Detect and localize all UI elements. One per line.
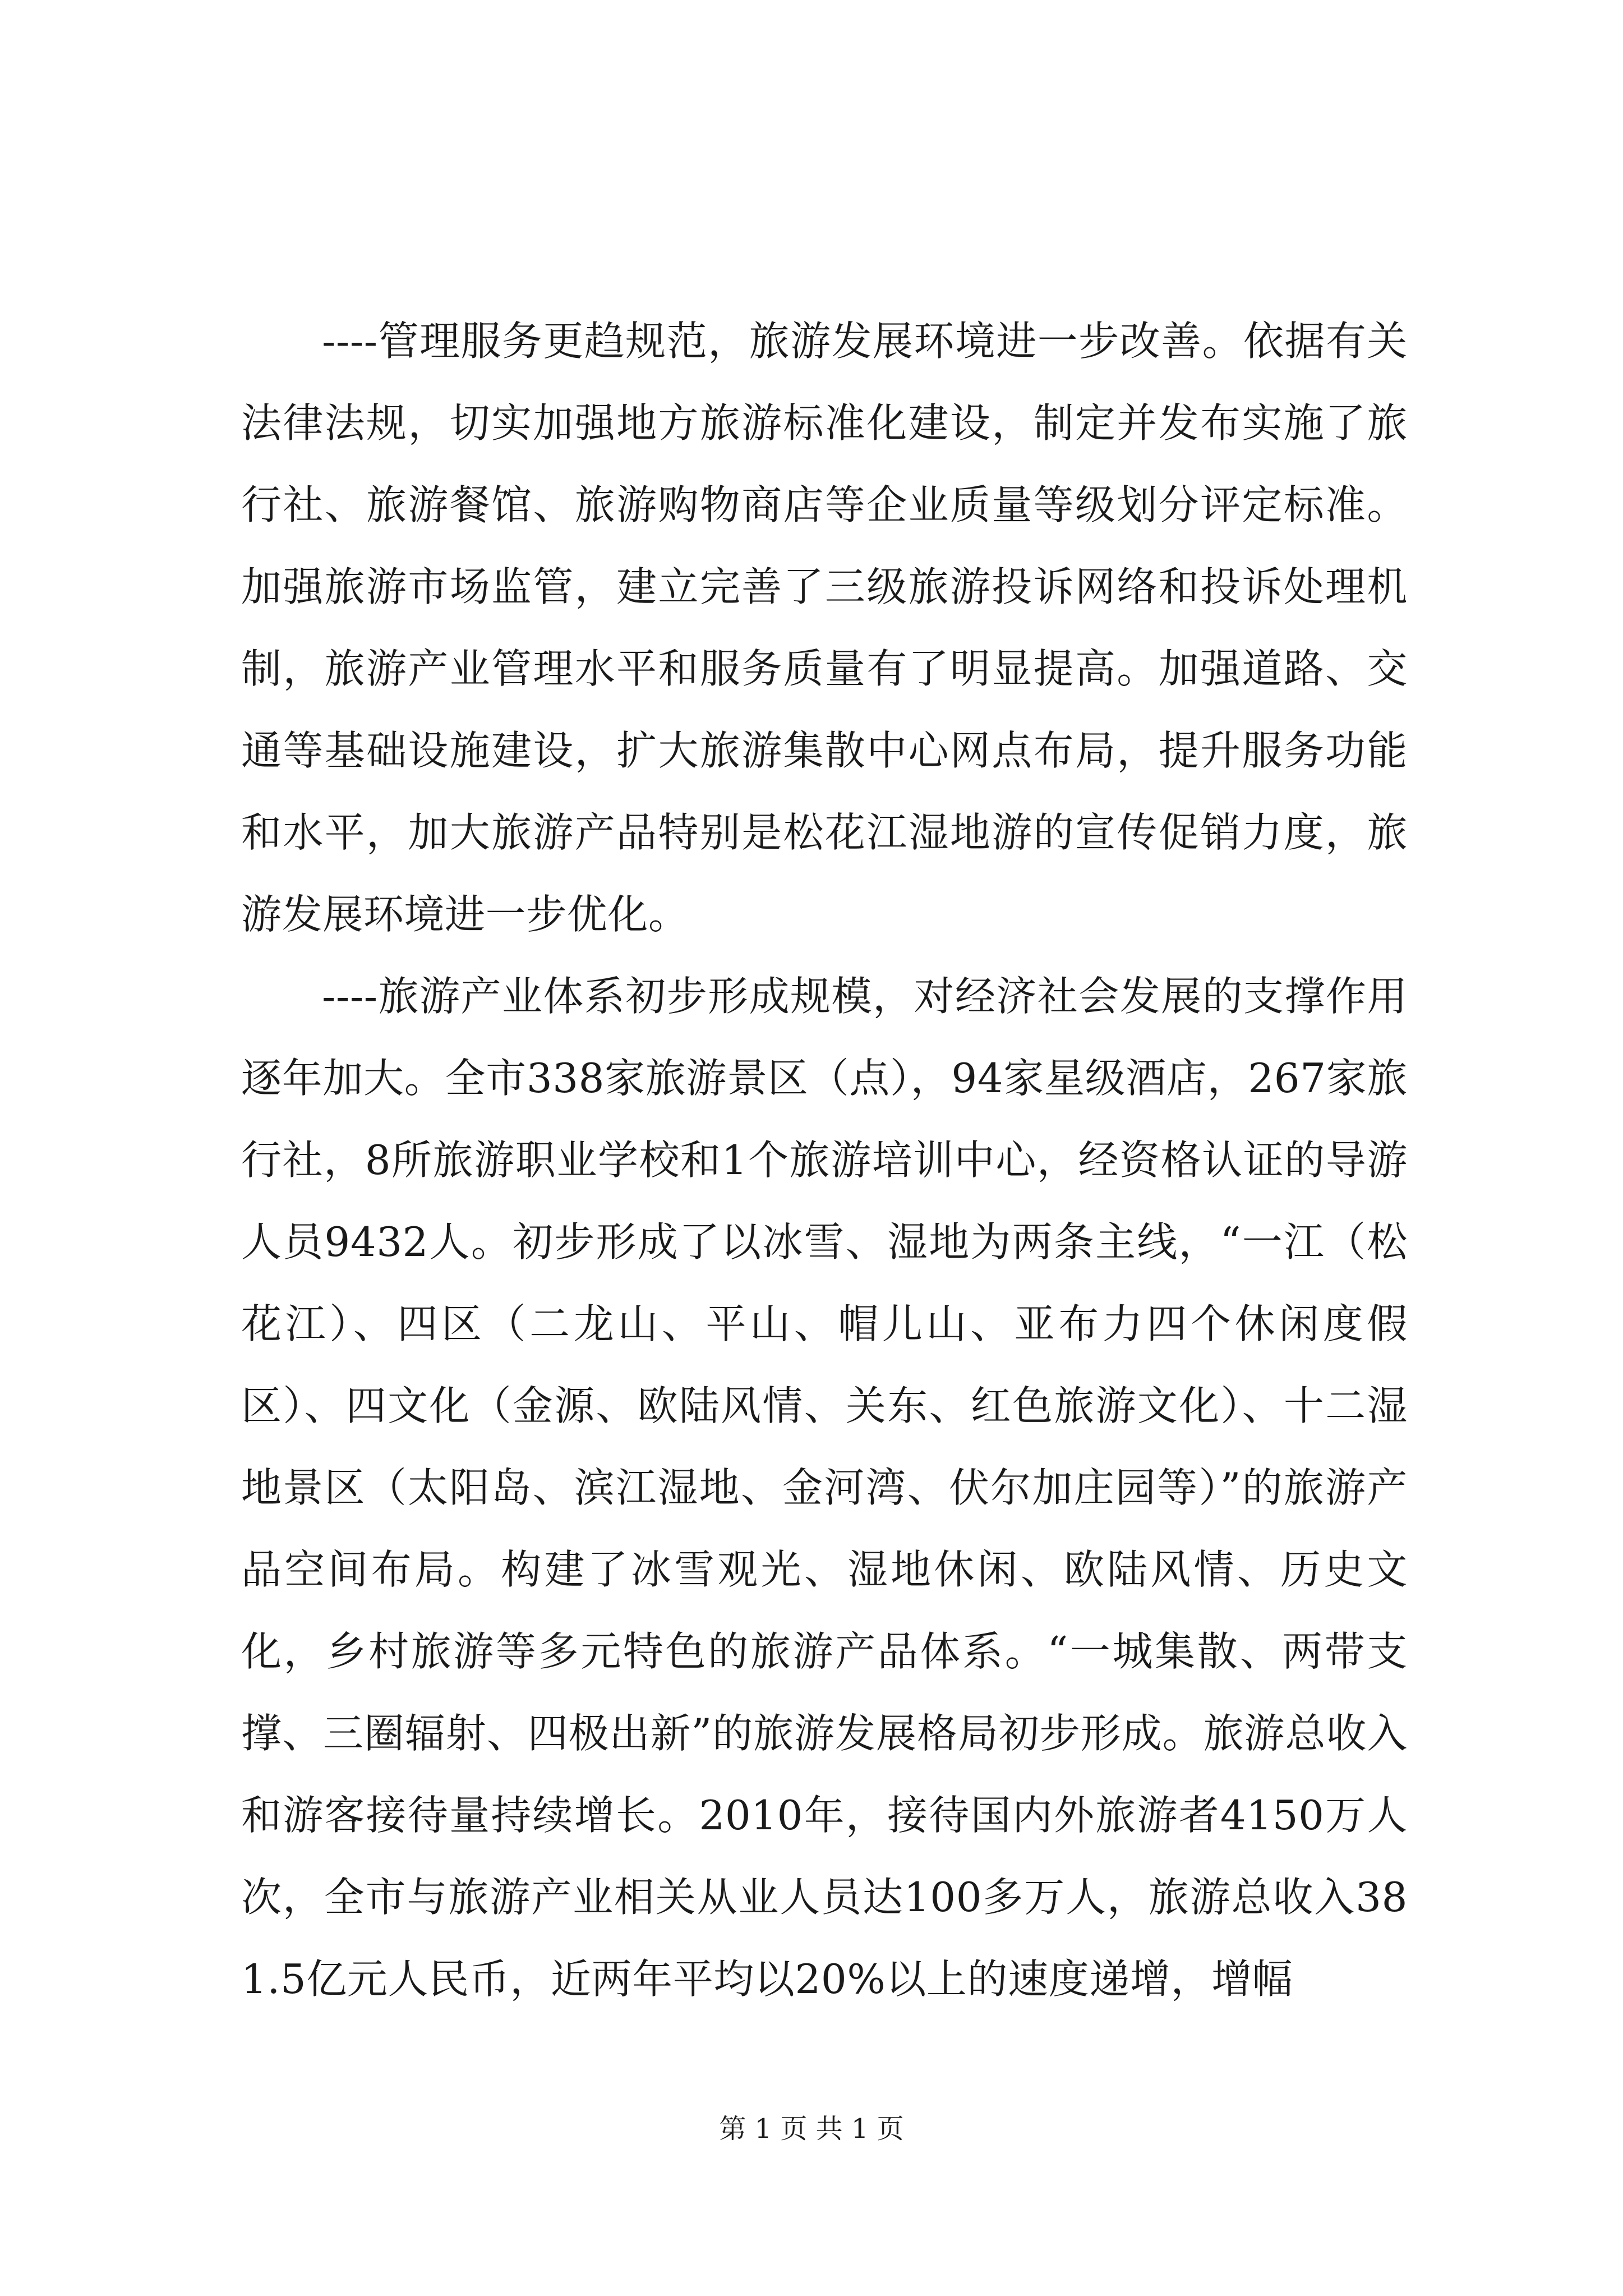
paragraph-tourism-industry-system: ----旅游产业体系初步形成规模，对经济社会发展的支撑作用逐年加大。全市338家旅游景区（点），94家星级酒店，267家旅行社，8所旅游职业学校和1个旅游培训中心，经资格认证的导游人员9432人。初步形成了以冰雪、湿地为两条主线，“一江（松花江）、四区（二龙山、平山、帽儿山、亚布力四个休闲度假区）、四文化（金源、欧陆风情、关东、红色旅游文化）、十二湿地景区（太阳岛、滨江湿地、金河湾、伏尔加庄园等）”的旅游产品空间布局。构建了冰雪观光、湿地休闲、欧陆风情、历史文化，乡村旅游等多元特色的旅游产品体系。“一城集散、两带支撑、三圈辐射、四极出新”的旅游发展格局初步形成。旅游总收入和游客接待量持续增长。2010年，接待国内外旅游者4150万人次，全市与旅游产业相关从业人员达100多万人，旅游总收入381.5亿元人民币，近两年平均以20%以上的速度递增，增幅: [241, 973, 1408, 2003]
page-footer: 第 1 页 共 1 页: [719, 2113, 904, 2145]
paragraph-management-services: ----管理服务更趋规范，旅游发展环境进一步改善。依据有关法律法规，切实加强地方旅游标准化建设，制定并发布实施了旅行社、旅游餐馆、旅游购物商店等企业质量等级划分评定标准。加强旅游市场监管，建立完善了三级旅游投诉网络和投诉处理机制，旅游产业管理水平和服务质量有了明显提高。加强道路、交通等基础设施建设，扩大旅游集散中心网点布局，提升服务功能和水平，加大旅游产品特别是松花江湿地游的宣传促销力度，旅游发展环境进一步优化。: [241, 318, 1408, 938]
document-body: [241, 300, 1408, 2020]
